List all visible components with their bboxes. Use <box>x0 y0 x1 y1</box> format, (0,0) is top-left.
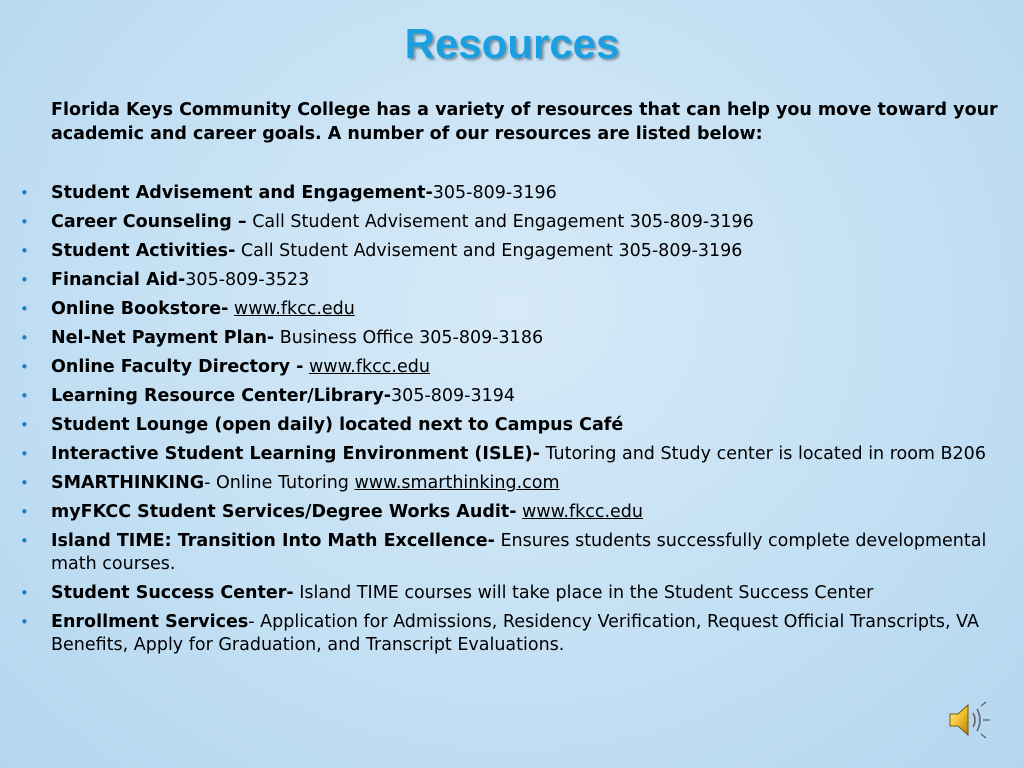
resource-name: Student Success Center- <box>51 583 294 603</box>
bullet-icon: • <box>20 300 29 318</box>
bullet-icon: • <box>20 532 29 550</box>
bullet-icon: • <box>20 474 29 492</box>
resource-link[interactable]: www.smarthinking.com <box>354 473 560 493</box>
resource-name: Student Activities- <box>51 241 236 261</box>
resource-detail: - Application for Admissions, Residency Verification, Request Official Transcripts, VA Benefits, Apply for Graduation, and Transcript Evaluations. <box>51 612 979 655</box>
resource-name: Online Faculty Directory - <box>51 357 304 377</box>
resource-list <box>20 182 1010 663</box>
resource-item <box>20 501 1010 524</box>
resource-item <box>20 298 1010 321</box>
resource-item <box>20 356 1010 379</box>
resource-item <box>20 211 1010 234</box>
resource-detail: Island TIME courses will take place in the Student Success Center <box>293 583 874 603</box>
resource-detail: Business Office 305-809-3186 <box>274 328 544 348</box>
resource-detail: Ensures students successfully complete developmental math courses. <box>51 531 987 574</box>
slide-title: Resources <box>404 20 620 67</box>
bullet-icon: • <box>20 584 29 602</box>
resource-name: Interactive Student Learning Environment (ISLE)- <box>51 444 540 464</box>
resource-detail: - Online Tutoring <box>204 473 355 493</box>
speaker-icon[interactable] <box>948 700 992 740</box>
resource-detail: 305-809-3196 <box>432 183 557 203</box>
resource-name: Nel-Net Payment Plan- <box>51 328 275 348</box>
resource-item <box>20 327 1010 350</box>
resource-item <box>20 443 1010 466</box>
resource-item <box>20 240 1010 263</box>
resource-name: Learning Resource Center/Library- <box>51 386 392 406</box>
resource-item <box>20 530 1010 576</box>
resource-name: SMARTHINKING <box>51 473 205 493</box>
resource-name: Career Counseling – <box>51 212 247 232</box>
resource-name: Island TIME: Transition Into Math Excellence- <box>51 531 495 551</box>
resource-link[interactable]: www.fkcc.edu <box>522 502 644 522</box>
intro-paragraph: Florida Keys Community College has a variety of resources that can help you move toward your academic and career goals. A number of our resources are listed below: <box>51 100 998 144</box>
resource-name: Financial Aid- <box>51 270 186 290</box>
resource-item <box>20 269 1010 292</box>
resource-name: Enrollment Services <box>51 612 249 632</box>
resource-name: myFKCC Student Services/Degree Works Audit- <box>51 502 517 522</box>
resource-link[interactable]: www.fkcc.edu <box>308 357 430 377</box>
bullet-icon: • <box>20 329 29 347</box>
resource-link[interactable]: www.fkcc.edu <box>233 299 355 319</box>
resource-item <box>20 182 1010 205</box>
bullet-icon: • <box>20 387 29 405</box>
bullet-icon: • <box>20 445 29 463</box>
resource-item <box>20 385 1010 408</box>
bullet-icon: • <box>20 613 29 631</box>
resource-name: Student Advisement and Engagement- <box>51 183 433 203</box>
bullet-icon: • <box>20 416 29 434</box>
bullet-icon: • <box>20 213 29 231</box>
resource-detail: Call Student Advisement and Engagement 305-809-3196 <box>246 212 754 232</box>
resource-detail: 305-809-3194 <box>391 386 516 406</box>
resource-name: Student Lounge (open daily) located next to Campus Café <box>51 415 624 435</box>
resource-item <box>20 414 1010 437</box>
resource-item <box>20 582 1010 605</box>
bullet-icon: • <box>20 271 29 289</box>
resource-item <box>20 472 1010 495</box>
resource-detail: 305-809-3523 <box>185 270 310 290</box>
resource-item <box>20 611 1010 657</box>
bullet-icon: • <box>20 503 29 521</box>
resource-detail: Call Student Advisement and Engagement 305-809-3196 <box>235 241 743 261</box>
resource-detail: Tutoring and Study center is located in room B206 <box>539 444 986 464</box>
bullet-icon: • <box>20 358 29 376</box>
bullet-icon: • <box>20 184 29 202</box>
resource-name: Online Bookstore- <box>51 299 229 319</box>
bullet-icon: • <box>20 242 29 260</box>
